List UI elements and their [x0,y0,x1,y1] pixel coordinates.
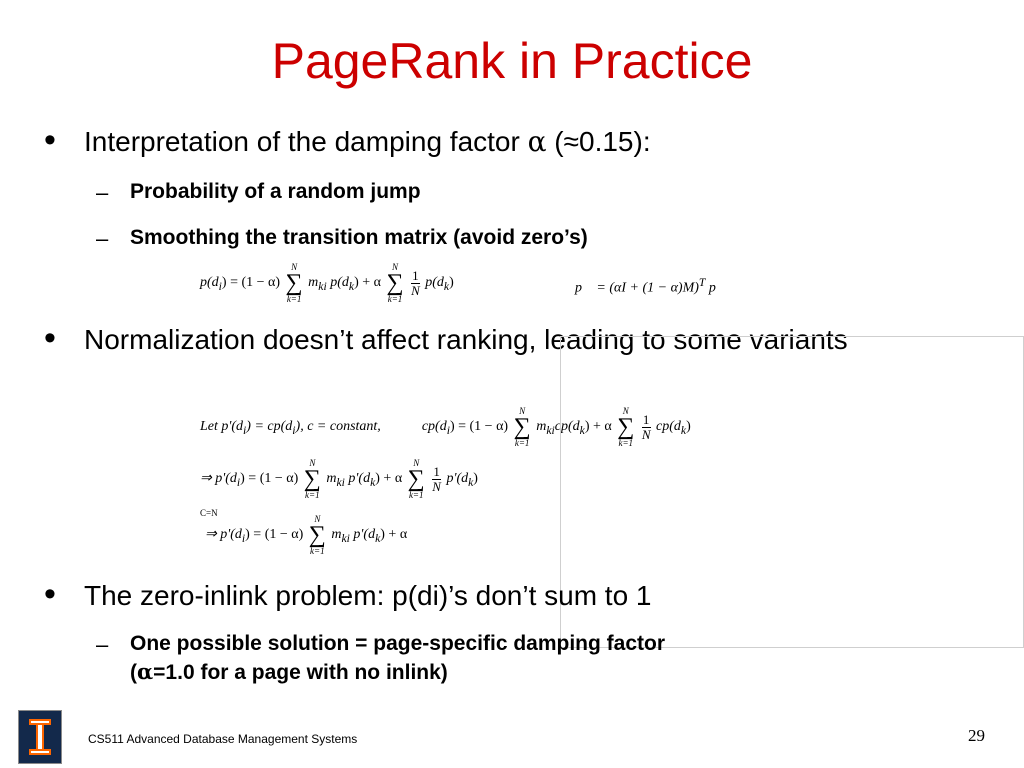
pagerank-vector-equation: p⃗ = $(\alpha I + (1 - \alpha)M)^T$ p⃗ [575,276,727,296]
fraction: $\frac{1}{N}$ [432,463,441,494]
variant-equation-implies: ⇒ $p'(d_i) = (1 - \alpha)$ N ∑ k=1 $m_{ki}$ $p'(d_k) + \alpha$ N ∑ k=1 $\frac{1}{N}$ $p'(d_k)$ [200,458,478,500]
variant-equation-final: ⇒ $p'(d_i) = (1 - \alpha)$ N ∑ k=1 $m_{ki}$ $p'(d_k) + \alpha$ [205,514,408,556]
summation-symbol: N ∑ k=1 [617,406,635,448]
variant-equation-let: Let $p'(d_i) = cp(d_i)$, c = constant, $cp(d_i) = (1 - \alpha)$ N ∑ k=1 $m_{ki}cp(d_k) + \alpha$ N ∑ k=1 $\frac{1}{N}$ $cp(d_k)$ [200,406,691,448]
sub-bullet-dash: – [96,632,109,657]
sub-bullet-solution: One possible solution = page-specific damping factor (α=1.0 for a page with no inlink) [130,632,666,684]
sub-bullet-random-jump: Probability of a random jump [130,180,421,203]
bullet-dot: • [44,575,56,613]
summation-symbol: N ∑ k=1 [407,458,425,500]
sub-bullet-dash: – [96,180,109,205]
summation-symbol: N ∑ k=1 [513,406,531,448]
sub-bullet-smoothing: Smoothing the transition matrix (avoid zero’s) [130,226,588,249]
alpha-symbol: α [137,659,154,684]
summation-symbol: N ∑ k=1 [308,514,326,556]
bullet-damping-factor: Interpretation of the damping factor α (≈0.15): [84,125,651,158]
fraction: $\frac{1}{N}$ [411,267,420,298]
slide-title: PageRank in Practice [271,33,753,89]
page-number: 29 [968,726,985,745]
fraction: $\frac{1}{N}$ [641,411,651,442]
alpha-symbol: α [527,125,547,158]
summation-symbol: N ∑ k=1 [303,458,321,500]
university-logo [18,710,62,764]
footer-course-name: CS511 Advanced Database Management Systems [88,732,358,746]
summation-symbol: N ∑ k=1 [285,262,303,304]
bullet-normalization: Normalization doesn’t affect ranking, leading to some variants [84,324,848,355]
summation-symbol: N ∑ k=1 [386,262,404,304]
bullet-dot: • [44,319,56,357]
pagerank-equation: $p(d_i) = (1 - \alpha)$ N ∑ k=1 $m_{ki}$ $p(d_k) + \alpha$ N ∑ k=1 $\frac{1}{N}$ $p(d_k)$ [200,262,454,304]
bullet-dot: • [44,121,56,159]
sub-bullet-dash: – [96,226,109,251]
condition-label: C=N [200,508,218,518]
bullet-zero-inlink: The zero-inlink problem: p(di)’s don’t sum to 1 [84,580,652,611]
